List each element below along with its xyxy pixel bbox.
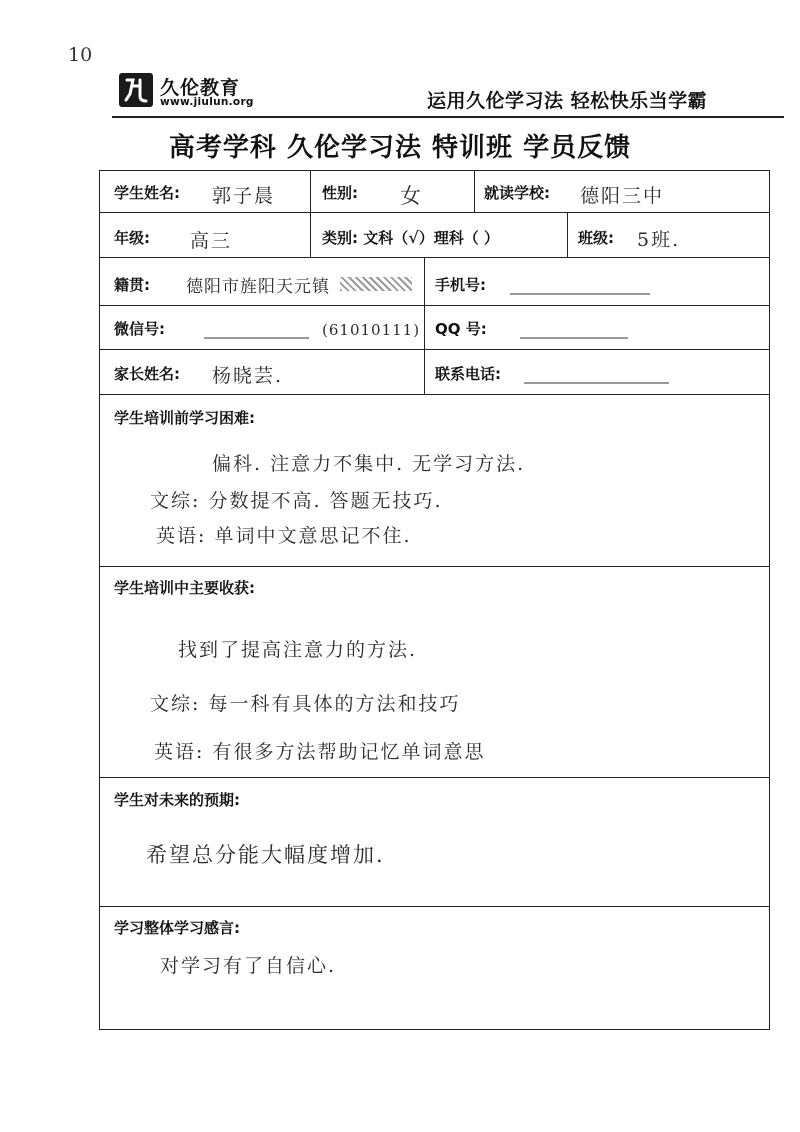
liberal-arts-checkmark: √	[408, 228, 419, 247]
category-science-option: ）理科（ ）	[418, 229, 499, 247]
origin-scribble	[340, 277, 412, 291]
mobile-redaction-edge	[510, 293, 650, 295]
difficulty-line: 偏科. 注意力不集中. 无学习方法.	[212, 453, 526, 475]
class-value: 5班.	[637, 229, 681, 251]
feedback-form	[99, 170, 770, 1030]
name-value: 郭子晨	[212, 185, 276, 207]
wechat-redaction-edge	[204, 337, 309, 339]
slogan: 运用久伦学习法 轻松快乐当学霸	[427, 90, 708, 112]
row-divider	[100, 257, 769, 258]
gains-label: 学生培训中主要收获:	[114, 579, 255, 597]
wechat-label: 微信号:	[114, 320, 165, 338]
col-divider	[310, 212, 311, 257]
grade-label: 年级:	[114, 229, 150, 247]
difficulty-line: 文综: 分数提不高. 答题无技巧.	[150, 490, 443, 512]
expectation-label: 学生对未来的预期:	[114, 791, 240, 809]
row-divider	[100, 566, 769, 567]
mobile-label: 手机号:	[435, 276, 486, 294]
reflection-label: 学习整体学习感言:	[114, 919, 240, 937]
col-divider	[310, 171, 311, 212]
row-divider	[100, 349, 769, 350]
school-value: 德阳三中	[580, 185, 665, 207]
contact-phone-redaction-edge	[524, 382, 669, 384]
document-title: 高考学科 久伦学习法 特训班 学员反馈	[168, 133, 632, 163]
origin-label: 籍贯:	[114, 276, 150, 294]
parent-label: 家长姓名:	[114, 365, 180, 383]
logo	[118, 72, 278, 112]
col-divider	[424, 257, 425, 394]
row-divider	[100, 305, 769, 306]
row-divider	[100, 906, 769, 907]
col-divider	[567, 212, 568, 257]
col-divider	[474, 171, 475, 212]
expectation-line: 希望总分能大幅度增加.	[146, 843, 385, 867]
origin-value: 德阳市旌阳天元镇	[186, 277, 330, 297]
reflection-line: 对学习有了自信心.	[160, 955, 337, 977]
header-rule	[112, 116, 784, 118]
grade-value: 高三	[190, 230, 233, 252]
wechat-partial: (61010111)	[322, 321, 421, 339]
category-field	[322, 227, 499, 248]
category-label: 类别: 文科（	[322, 229, 409, 247]
parent-value: 杨晓芸.	[212, 365, 284, 387]
gains-line: 文综: 每一科有具体的方法和技巧	[150, 693, 461, 715]
name-label: 学生姓名:	[114, 184, 180, 202]
qq-label: QQ 号:	[435, 320, 487, 338]
contact-phone-label: 联系电话:	[435, 365, 501, 383]
page-number: 10	[68, 44, 93, 66]
class-label: 班级:	[578, 229, 614, 247]
gender-value: 女	[400, 184, 423, 208]
qq-redaction-edge	[520, 337, 628, 339]
difficulty-label: 学生培训前学习困难:	[114, 409, 255, 427]
row-divider	[100, 777, 769, 778]
row-divider	[100, 212, 769, 213]
gender-label: 性别:	[322, 184, 358, 202]
school-label: 就读学校:	[484, 184, 550, 202]
row-divider	[100, 394, 769, 395]
gains-line: 找到了提高注意力的方法.	[178, 639, 418, 661]
logo-url: www.jiulun.org	[160, 96, 254, 108]
logo-mark-icon	[118, 72, 154, 108]
logo-name: 久伦教育	[160, 77, 241, 99]
difficulty-line: 英语: 单词中文意思记不住.	[156, 525, 412, 547]
gains-line: 英语: 有很多方法帮助记忆单词意思	[154, 741, 486, 763]
